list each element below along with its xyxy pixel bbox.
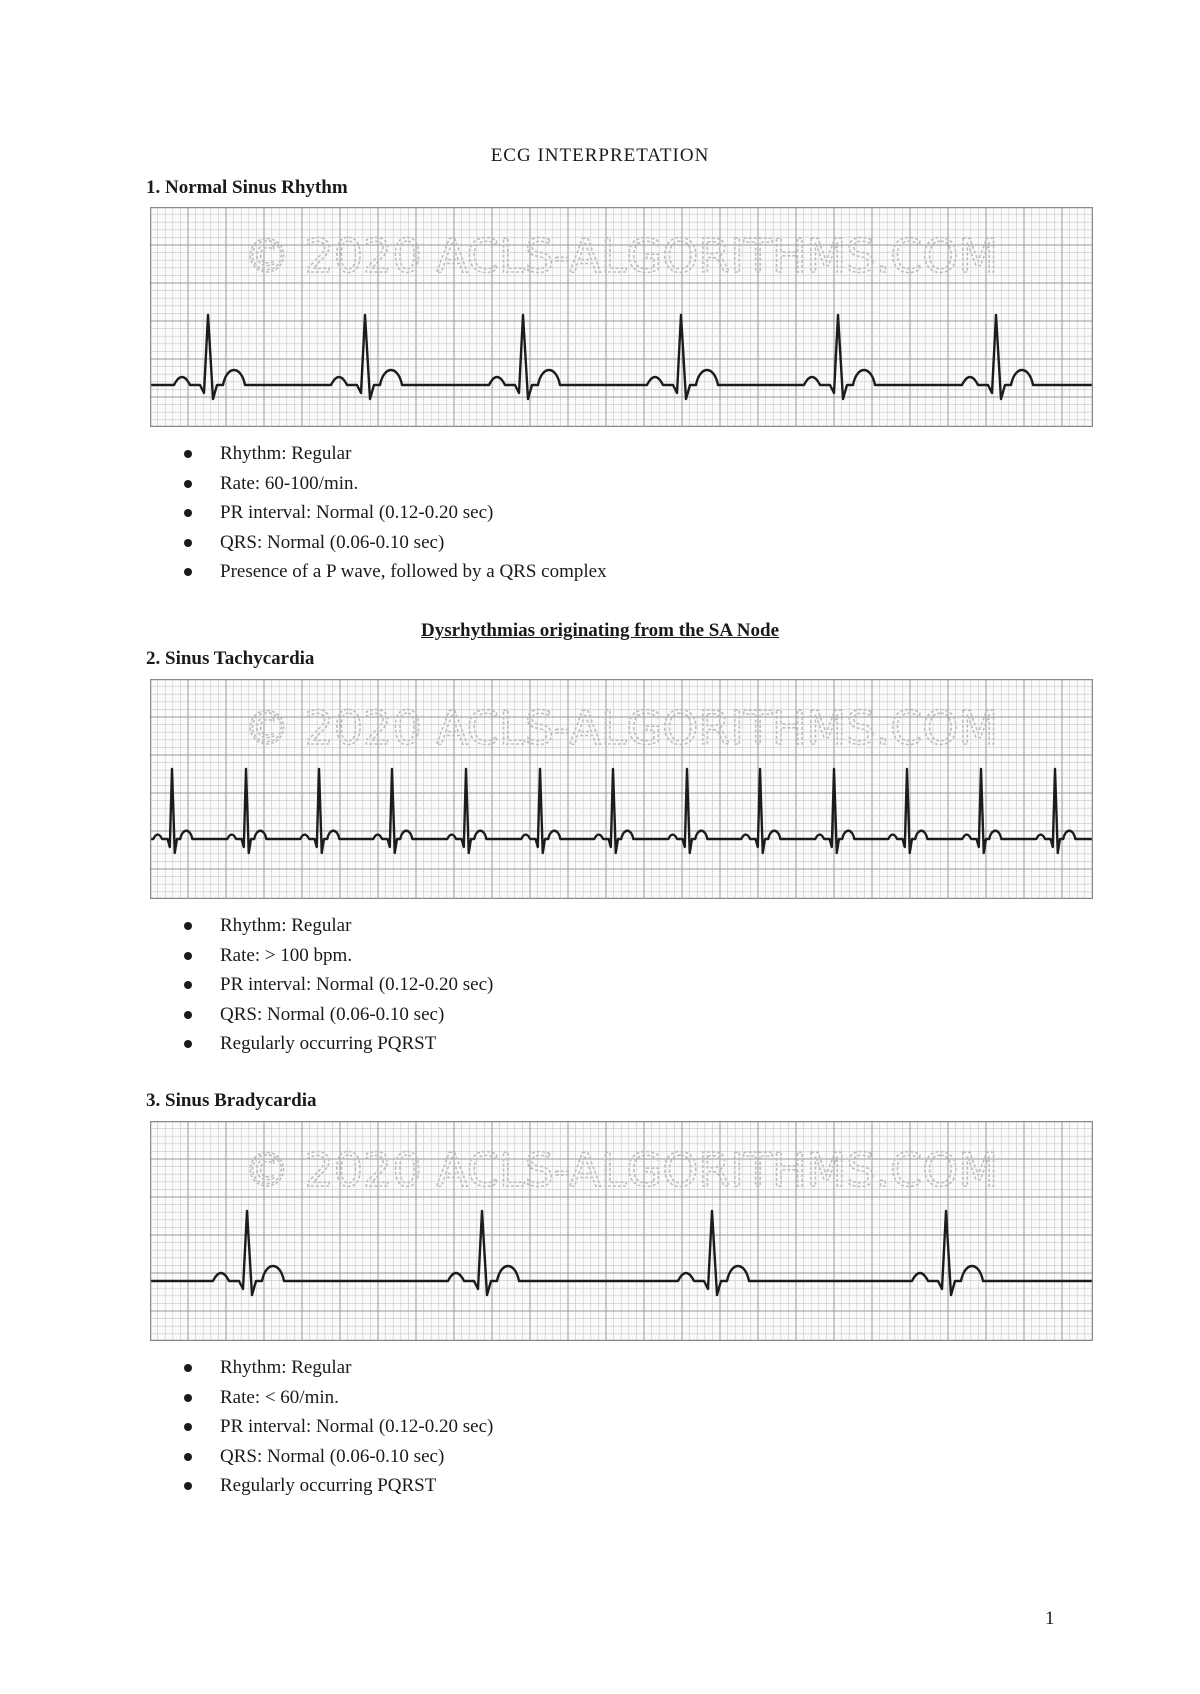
list-item: Rhythm: Regular: [178, 439, 607, 469]
list-item: Rate: < 60/min.: [178, 1383, 493, 1413]
bullet-list-sinus-bradycardia: [178, 1353, 493, 1501]
ecg-strip-sinus-bradycardia: [150, 1121, 1093, 1341]
list-item: Rate: > 100 bpm.: [178, 941, 493, 971]
ecg-strip-normal-sinus: [150, 207, 1093, 427]
list-item: Regularly occurring PQRST: [178, 1029, 493, 1059]
list-item: PR interval: Normal (0.12-0.20 sec): [178, 1412, 493, 1442]
list-item: QRS: Normal (0.06-0.10 sec): [178, 1442, 493, 1472]
page-number: 1: [1045, 1608, 1055, 1629]
bullet-list-normal-sinus: [178, 439, 607, 587]
list-item: Rate: 60-100/min.: [178, 469, 607, 499]
list-item: Presence of a P wave, followed by a QRS complex: [178, 557, 607, 587]
rhythm-title-sinus-bradycardia: 3. Sinus Bradycardia: [146, 1090, 317, 1111]
watermark-text: © 2020 ACLS-ALGORITHMS.COM: [243, 229, 999, 283]
bullet-list-sinus-tachycardia: [178, 911, 493, 1059]
document-title: ECG INTERPRETATION: [490, 145, 710, 166]
list-item: Rhythm: Regular: [178, 911, 493, 941]
ecg-strip-sinus-tachycardia: [150, 679, 1093, 899]
list-item: Regularly occurring PQRST: [178, 1471, 493, 1501]
rhythm-title-normal-sinus: 1. Normal Sinus Rhythm: [146, 177, 348, 198]
list-item: PR interval: Normal (0.12-0.20 sec): [178, 498, 607, 528]
list-item: QRS: Normal (0.06-0.10 sec): [178, 528, 607, 558]
list-item: QRS: Normal (0.06-0.10 sec): [178, 1000, 493, 1030]
watermark-text: © 2020 ACLS-ALGORITHMS.COM: [243, 701, 999, 755]
section-heading-sa-node: Dysrhythmias originating from the SA Node: [420, 620, 780, 641]
list-item: PR interval: Normal (0.12-0.20 sec): [178, 970, 493, 1000]
list-item: Rhythm: Regular: [178, 1353, 493, 1383]
watermark-text: © 2020 ACLS-ALGORITHMS.COM: [243, 1143, 999, 1197]
rhythm-title-sinus-tachycardia: 2. Sinus Tachycardia: [146, 648, 315, 669]
